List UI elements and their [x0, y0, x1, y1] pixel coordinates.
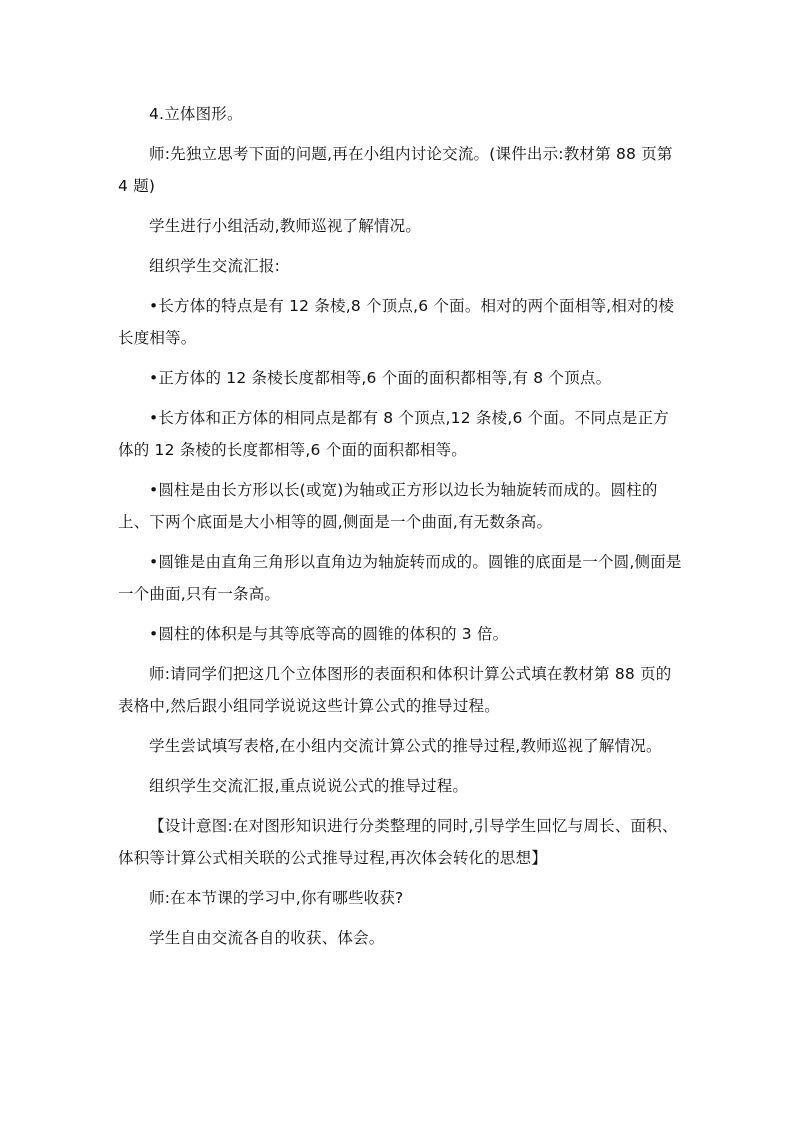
bullet-cuboid-paragraph: •长方体的特点是有 12 条棱,8 个顶点,6 个面。相对的两个面相等,相对的棱长度相等。 — [118, 297, 675, 347]
student-sharing-paragraph: 学生自由交流各自的收获、体会。 — [149, 929, 385, 947]
student-table-paragraph: 学生尝试填写表格,在小组内交流计算公式的推导过程,教师巡视了解情况。 — [149, 737, 662, 755]
bullet-volume-paragraph: •圆柱的体积是与其等底等高的圆锥的体积的 3 倍。 — [149, 625, 509, 643]
design-intent-paragraph: 【设计意图:在对图形知识进行分类整理的同时,引导学生回忆与周长、面积、体积等计算公式相关联的公式推导过程,再次体会转化的思想】 — [118, 817, 678, 867]
document-page — [118, 98, 684, 954]
section-heading: 4.立体图形。 — [149, 105, 243, 123]
bullet-cylinder-paragraph: •圆柱是由长方形以长(或宽)为轴或正方形以边长为轴旋转而成的。圆柱的上、下两个底面是大小相等的圆,侧面是一个曲面,有无数条高。 — [118, 481, 658, 531]
bullet-cube-paragraph: •正方体的 12 条棱长度都相等,6 个面的面积都相等,有 8 个顶点。 — [149, 369, 612, 387]
bullet-cone-paragraph: •圆锥是由直角三角形以直角边为轴旋转而成的。圆锥的底面是一个圆,侧面是一个曲面,只有一条高。 — [118, 553, 682, 603]
teacher-question-paragraph: 师:在本节课的学习中,你有哪些收获? — [149, 889, 404, 907]
teacher-prompt-paragraph: 师:先独立思考下面的问题,再在小组内讨论交流。(课件出示:教材第 88 页第 4 题) — [118, 145, 673, 195]
teacher-formula-paragraph: 师:请同学们把这几个立体图形的表面积和体积计算公式填在教材第 88 页的表格中,然后跟小组同学说说这些计算公式的推导过程。 — [118, 665, 672, 715]
report-formula-paragraph: 组织学生交流汇报,重点说说公式的推导过程。 — [149, 777, 469, 795]
bullet-compare-paragraph: •长方体和正方体的相同点是都有 8 个顶点,12 条棱,6 个面。不同点是正方体的 12 条棱的长度都相等,6 个面的面积都相等。 — [118, 409, 669, 459]
student-activity-paragraph: 学生进行小组活动,教师巡视了解情况。 — [149, 217, 422, 235]
report-intro-paragraph: 组织学生交流汇报: — [149, 257, 281, 275]
